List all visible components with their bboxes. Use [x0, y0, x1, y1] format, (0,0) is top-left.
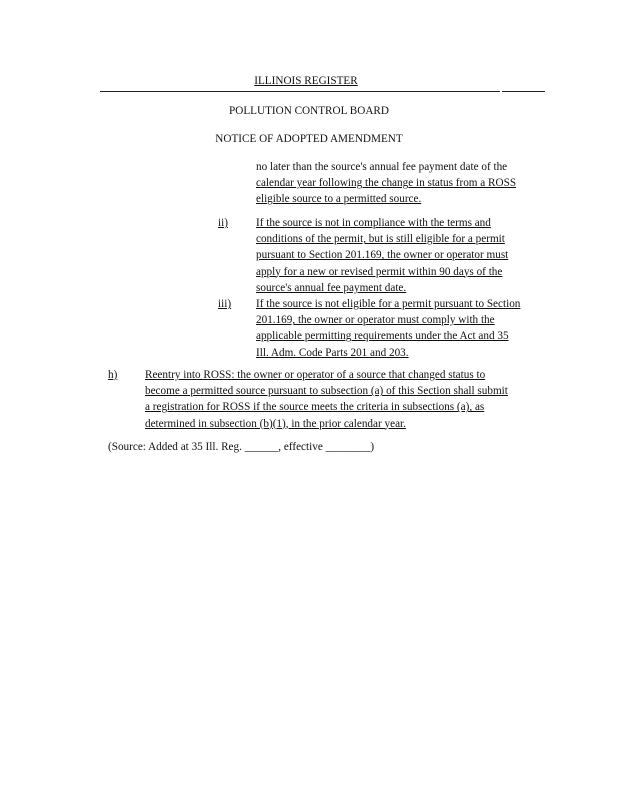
- header-rule: [100, 91, 500, 92]
- notice-title: NOTICE OF ADOPTED AMENDMENT: [215, 133, 403, 145]
- item-h-paragraph: [145, 367, 508, 432]
- item-marker-iii: iii): [218, 298, 232, 310]
- text-line: a registration for ROSS if the source meets the criteria in subsections (a), as: [145, 401, 485, 414]
- item-marker-ii: ii): [218, 217, 228, 229]
- text-line: 201.169, the owner or operator must comply with the: [256, 314, 495, 327]
- source-note: (Source: Added at 35 Ill. Reg. ______, effective ________): [108, 441, 375, 453]
- item-ii-paragraph: [256, 215, 508, 296]
- text-line: no later than the source's annual fee payment date of the: [256, 161, 508, 173]
- text-line: conditions of the permit, but is still eligible for a permit: [256, 233, 505, 246]
- text-line: If the source is not eligible for a permit pursuant to Section: [256, 298, 521, 310]
- text-line: calendar year following the change in status from a ROSS: [256, 177, 517, 190]
- continuation-paragraph: [256, 159, 516, 208]
- text-line: determined in subsection (b)(1), in the prior calendar year.: [145, 417, 406, 430]
- header-rule-short: [502, 91, 545, 92]
- text-line: Ill. Adm. Code Parts 201 and 203.: [256, 346, 409, 359]
- register-title: ILLINOIS REGISTER: [254, 75, 358, 87]
- text-line: apply for a new or revised permit within 90 days of the: [256, 265, 503, 278]
- text-line: become a permitted source pursuant to subsection (a) of this Section shall submit: [145, 385, 508, 398]
- text-line: If the source is not in compliance with the terms and: [256, 217, 491, 229]
- text-line: eligible source to a permitted source.: [256, 193, 422, 206]
- item-iii-paragraph: [256, 296, 520, 361]
- text-line: pursuant to Section 201.169, the owner or operator must: [256, 249, 509, 262]
- text-line: Reentry into ROSS: the owner or operator of a source that changed status to: [145, 369, 486, 381]
- text-line: source's annual fee payment date.: [256, 281, 407, 294]
- text-line: applicable permitting requirements under the Act and 35: [256, 330, 509, 343]
- board-name: POLLUTION CONTROL BOARD: [229, 105, 389, 117]
- item-marker-h: h): [108, 369, 118, 381]
